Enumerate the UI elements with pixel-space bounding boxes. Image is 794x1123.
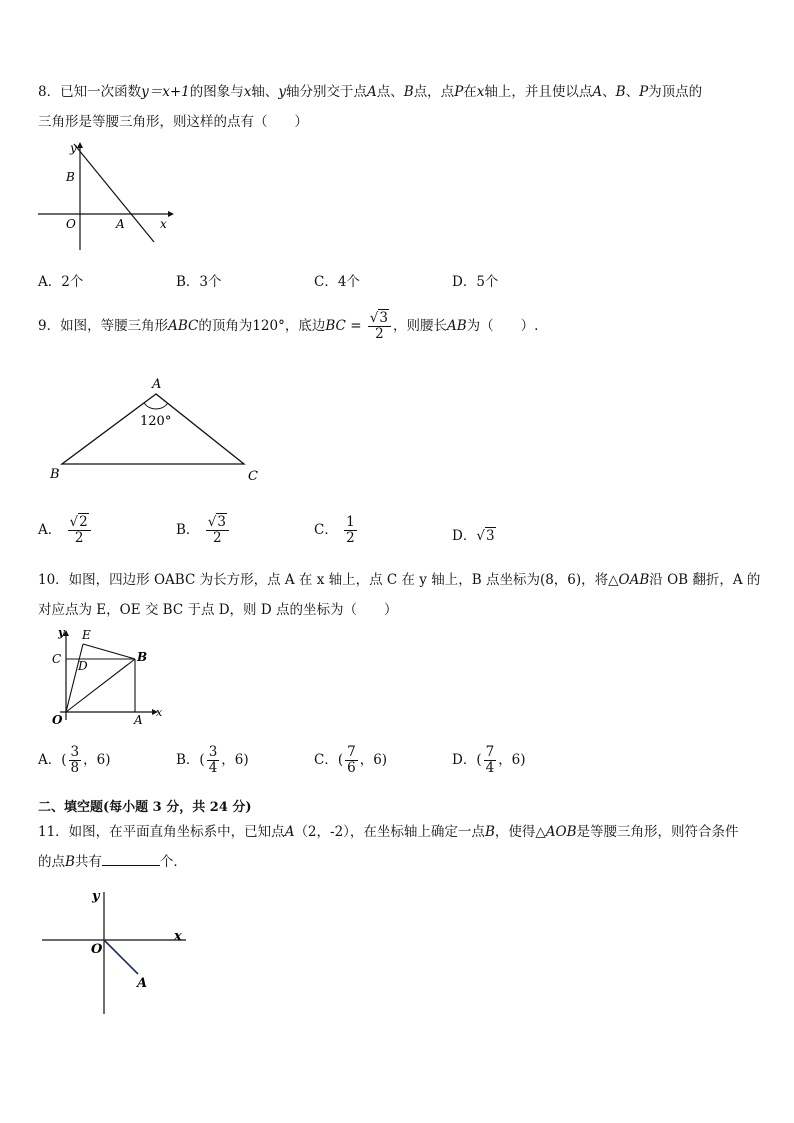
q10-option-a[interactable]: A．( $\frac{3}{8}$ ，6) <box>38 744 111 776</box>
q9-option-d[interactable]: D．√3 <box>452 528 495 544</box>
q10-label-E: E <box>82 628 91 642</box>
q11-answer-blank[interactable] <box>102 853 160 866</box>
q8-text-line1: 8．已知一次函数y＝x+1的图象与x轴、y轴分别交于点A点、B点，点P在x轴上，并且使以点A、B、P为顶点的 <box>38 84 703 100</box>
q10-label-O: O <box>52 713 63 727</box>
q10-label-x: x <box>156 706 163 719</box>
q11-segment-oa <box>104 940 138 974</box>
q11-label-x: x <box>174 929 182 944</box>
q10-label-B: B <box>137 650 148 664</box>
q8-label-O: O <box>66 217 76 231</box>
q10-option-b[interactable]: B．( $\frac{3}{4}$ ，6) <box>176 744 249 776</box>
q9-option-c[interactable]: C． $\frac{1}{2}$ <box>314 514 355 546</box>
q10-line-oe <box>66 644 83 712</box>
q11-label-O: O <box>91 942 103 957</box>
q9-triangle <box>62 394 244 464</box>
q9-label-A: A <box>152 377 162 392</box>
q8-function-line <box>74 144 154 242</box>
q8-x-arrow <box>168 211 174 217</box>
q10-label-D: D <box>78 659 88 673</box>
q8-label-A: A <box>116 217 125 231</box>
q9-text: 9．如图，等腰三角形ABC的顶角为120°，底边BC = $\frac{√3}{2}$ ，则腰长AB为（ ）. <box>38 310 539 342</box>
q11-label-A: A <box>137 976 148 991</box>
q9-fraction: $\frac{√3}{2}$ <box>368 311 391 342</box>
q8-y-arrow <box>77 142 83 148</box>
q11-text-line2: 的点B共有 个． <box>38 854 187 870</box>
q10-text-line2: 对应点为 E，OE 交 BC 于点 D，则 D 点的坐标为（ ） <box>38 602 398 618</box>
q8-option-b[interactable]: B．3个 <box>176 274 222 290</box>
q9-figure <box>44 372 274 484</box>
q11-text-line1: 11．如图，在平面直角坐标系中，已知点A（2，-2），在坐标轴上确定一点B，使得△AOB是等腰三角形，则符合条件 <box>38 824 739 840</box>
q10-option-c[interactable]: C．( $\frac{7}{6}$ ，6) <box>314 744 388 776</box>
q9-label-angle: 120° <box>140 414 172 429</box>
section-heading: 二、填空题(每小题 3 分，共 24 分) <box>38 800 252 815</box>
q10-line-eb <box>83 644 135 659</box>
q8-label-B: B <box>66 170 75 184</box>
q8-option-c[interactable]: C．4个 <box>314 274 360 290</box>
q11-label-y: y <box>92 889 100 904</box>
q11-figure <box>36 884 196 1016</box>
q10-diagonal-ob <box>66 659 135 712</box>
q8-label-x: x <box>160 217 167 231</box>
q8-option-a[interactable]: A．2个 <box>38 274 84 290</box>
q8-figure <box>30 138 180 250</box>
q9-label-B: B <box>50 467 60 482</box>
q9-angle-arc <box>144 403 168 409</box>
q10-label-A: A <box>134 713 143 727</box>
q10-label-C: C <box>52 652 62 666</box>
q10-figure <box>40 624 170 734</box>
q10-text-line1: 10．如图，四边形 OABC 为长方形，点 A 在 x 轴上，点 C 在 y 轴上，B 点坐标为(8，6)，将△OAB沿 OB 翻折，A 的 <box>38 572 761 588</box>
q8-text-line2: 三角形是等腰三角形，则这样的点有（ ） <box>38 114 308 130</box>
q10-option-d[interactable]: D．( $\frac{7}{4}$ ，6) <box>452 744 526 776</box>
q9-option-b[interactable]: B． $\frac{√3}{2}$ <box>176 515 231 546</box>
q9-label-C: C <box>248 469 258 484</box>
q9-option-a[interactable]: A． $\frac{√2}{2}$ <box>38 515 93 546</box>
q8-option-d[interactable]: D．5个 <box>452 274 499 290</box>
q10-label-y: y <box>58 626 65 639</box>
q8-label-y: y <box>70 141 77 155</box>
